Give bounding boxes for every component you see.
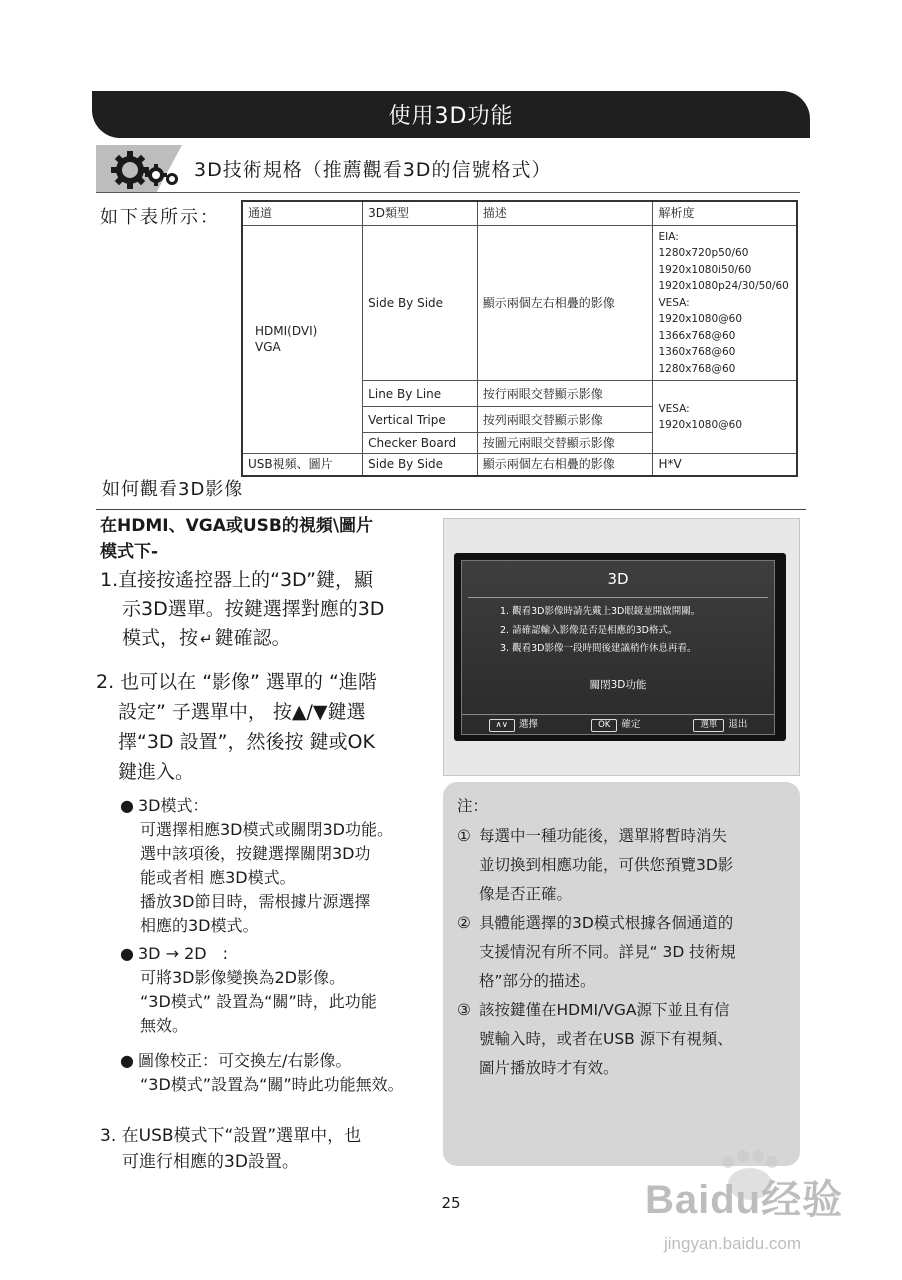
channel-cell: HDMI(DVI) VGA: [242, 225, 363, 454]
header-resolution: 解析度: [653, 201, 797, 225]
table-row: [242, 225, 797, 381]
desc-cell: 按圖元兩眼交替顯示影像: [477, 433, 653, 454]
desc-cell: 顯示兩個左右相疊的影像: [477, 454, 653, 476]
desc-cell: 顯示兩個左右相疊的影像: [477, 225, 653, 381]
chapter-banner: [92, 91, 810, 138]
enter-icon: ↵: [200, 630, 213, 648]
chapter-title: 使用3D功能: [388, 104, 514, 129]
watermark-url: jingyan.baidu.com: [664, 1234, 802, 1253]
notes-title: 注：: [457, 797, 489, 815]
lead-text: 在HDMI、VGA或USB的視頻\圖片 模式下-: [100, 516, 374, 562]
channel-cell: USB視頻、圖片: [242, 454, 363, 476]
note-item: ③ 該按鍵僅在HDMI/VGA源下並且有信 號輸入時，或者在USB 源下有視頻、 圖片播放時才有效。: [457, 1001, 733, 1077]
menu-key-icon: 選單: [693, 719, 724, 732]
type-cell: Vertical Tripe: [363, 407, 478, 433]
table-row: [242, 454, 797, 476]
table-header-row: [242, 201, 797, 225]
header-desc: 描述: [477, 201, 653, 225]
bullet-3d-to-2d: ● 3D → 2D : 可將3D影像變換為2D影像。 “3D模式” 設置為“關”時，此功能 無效。: [120, 944, 377, 1035]
header-type: 3D類型: [363, 201, 478, 225]
type-cell: Checker Board: [363, 433, 478, 454]
osd-notes: 1. 觀看3D影像時請先戴上3D眼鏡並開啟開關。 2. 請確認輸入影像是否是相應的3D格式。 3. 觀看3D影像一段時間後建議稍作休息再看。: [500, 606, 701, 654]
header-channel: 通道: [242, 201, 363, 225]
note-item: ① 每選中一種功能後，選單將暫時消失 並切換到相應功能，可供您預覽3D影 像是否正確。: [457, 827, 734, 903]
up-down-icon: ∧∨: [489, 719, 515, 732]
desc-cell: 按列兩眼交替顯示影像: [477, 407, 653, 433]
resolution-cell: H*V: [653, 454, 797, 476]
step-3: 3. 在USB模式下“設置”選單中，也 可進行相應的3D設置。: [100, 1126, 362, 1172]
osd-3d-menu: [461, 560, 775, 735]
page-number: 25: [441, 1194, 461, 1212]
divider: [96, 192, 800, 193]
gears-icon: [110, 149, 182, 191]
osd-exit-hint: 選單 退出: [693, 716, 747, 732]
osd-title: 3D: [607, 570, 629, 588]
bullet-image-correction: ● 圖像校正：可交換左/右影像。 “3D模式”設置為“關”時此功能無效。: [120, 1051, 404, 1094]
osd-ok-hint: OK 確定: [591, 716, 640, 732]
step-2: 2. 也可以在 “影像” 選單的 “進階 設定” 子選單中， 按▲/▼鍵選 擇“3D 設置”，然後按 鍵或OK 鍵進入。: [96, 671, 377, 783]
desc-cell: 按行兩眼交替顯示影像: [477, 381, 653, 407]
spec-table: [241, 200, 798, 477]
bullet-3d-mode: ● 3D模式： 可選擇相應3D模式或關閉3D功能。 選中該項後，按鍵選擇關閉3D功 能或者相 應3D模式。 播放3D節目時，需根據片源選擇 相應的3D模式。: [120, 796, 394, 935]
table-intro: 如下表所示：: [100, 207, 220, 228]
section-how-to: [96, 475, 806, 510]
osd-select-hint: ∧∨ 選擇: [489, 716, 538, 732]
type-cell: Side By Side: [363, 225, 478, 381]
ok-key-icon: OK: [591, 719, 617, 732]
watermark-logo: Baidu经验: [645, 1178, 844, 1222]
divider: [96, 509, 806, 510]
section-title: 3D技術規格（推薦觀看3D的信號格式）: [194, 159, 552, 181]
note-item: ② 具體能選擇的3D模式根據各個通道的 支援情況有所不同。詳見“ 3D 技術規 格”部分的描述。: [457, 914, 736, 990]
resolution-cell: EIA: 1280x720p50/60 1920x1080i50/60 1920x1080p24/30/50/60 VESA: 1920x1080@60 1366x768@60 1360x768@60 1280x768@60: [653, 225, 797, 381]
notes-box: [443, 782, 800, 1166]
resolution-cell: VESA: 1920x1080@60: [653, 381, 797, 454]
osd-toggle-3d-off[interactable]: 關閉3D功能: [589, 678, 647, 691]
section-title: 如何觀看3D影像: [102, 479, 244, 500]
type-cell: Line By Line: [363, 381, 478, 407]
step-1: 1.直接按遙控器上的“3D”鍵，顯 示3D選單。按鍵選擇對應的3D 模式，按 ↵ 鍵確認。: [100, 569, 385, 649]
type-cell: Side By Side: [363, 454, 478, 476]
section-spec-header: [96, 145, 800, 193]
osd-footer: [462, 714, 774, 732]
